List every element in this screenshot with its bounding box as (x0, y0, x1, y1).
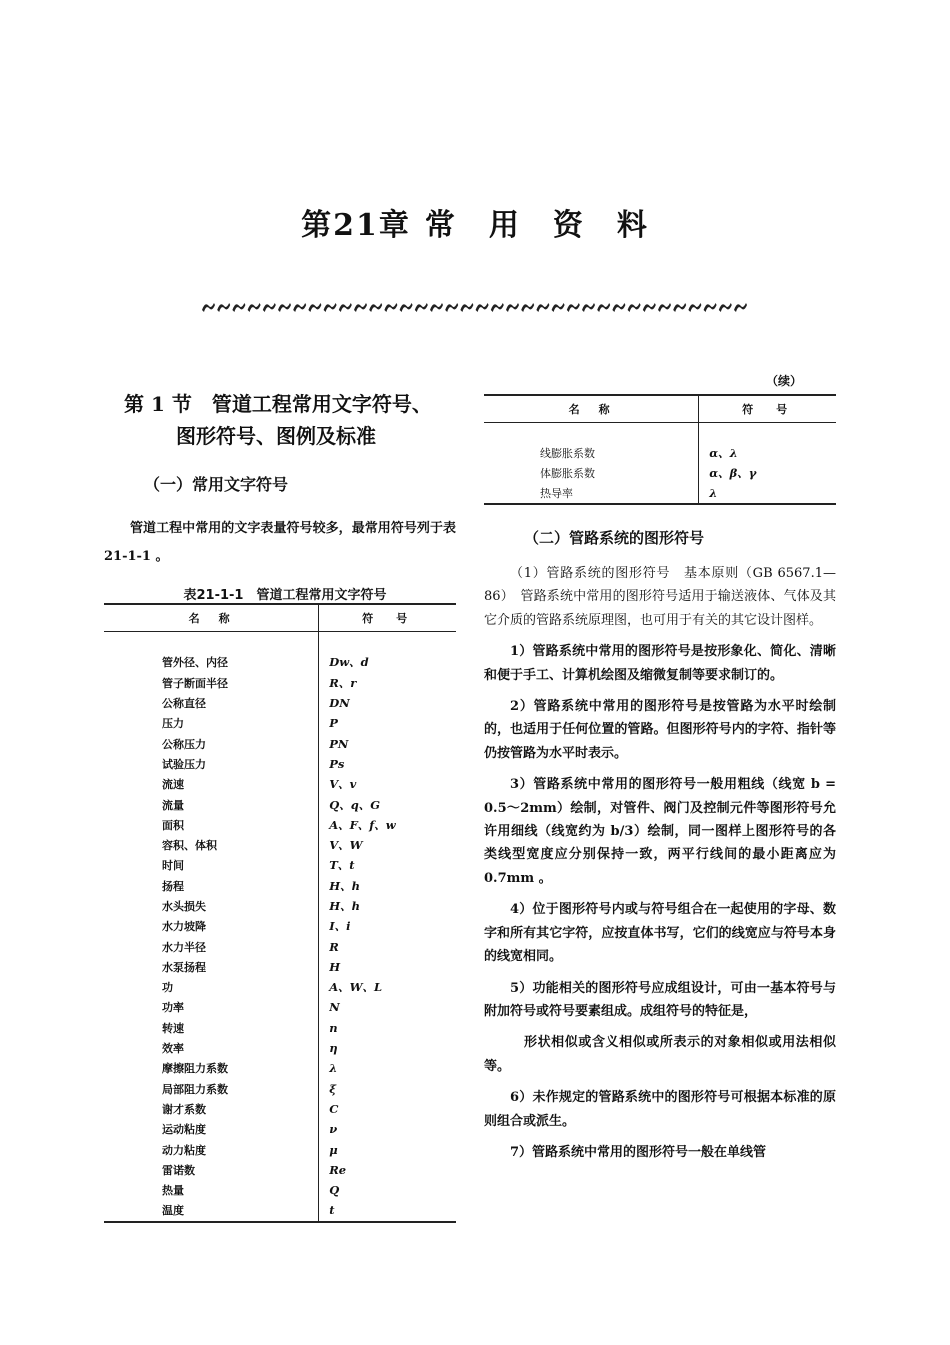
row-symbol: η (319, 1038, 456, 1058)
row-symbol: H、h (319, 876, 456, 896)
table-row (104, 1160, 456, 1180)
row-name: 雷诺数 (162, 1163, 195, 1177)
table-row (104, 733, 456, 753)
table-cont-header-name: 名 称 (568, 403, 614, 416)
row-symbol: t (319, 1200, 456, 1221)
row-name: 效率 (162, 1042, 184, 1056)
row-symbol: α、β、γ (699, 463, 836, 483)
paragraph: 2）管路系统中常用的图形符号是按管路为水平时绘制的，也适用于任何位置的管路。但图形符号内的字符、指针等仍按管路为水平时表示。 (484, 699, 836, 761)
row-name: 容积、体积 (162, 839, 217, 853)
row-symbol: α、λ (699, 443, 836, 463)
continued-label: （续） (765, 374, 802, 388)
table-row (104, 1099, 456, 1119)
row-symbol: λ (319, 1058, 456, 1078)
row-name: 水泵扬程 (162, 960, 206, 974)
symbols-table (104, 603, 456, 1223)
ornament-mark (278, 303, 291, 312)
row-symbol: I、i (319, 916, 456, 936)
ornament-mark (643, 303, 656, 312)
ornament-mark (415, 303, 428, 312)
ornament-mark (354, 303, 367, 312)
table-row (104, 936, 456, 956)
row-name: 公称直径 (162, 697, 206, 711)
row-name: 水力坡降 (162, 920, 206, 934)
row-symbol: ξ (319, 1079, 456, 1099)
table-row (484, 443, 836, 463)
ornament-mark (628, 303, 641, 312)
ornament-mark (688, 303, 701, 312)
row-name: 温度 (162, 1204, 184, 1218)
row-name: 压力 (162, 717, 184, 731)
ornament-mark (460, 303, 473, 312)
table-row (104, 693, 456, 713)
ornament-mark (597, 303, 610, 312)
paragraph: 4）位于图形符号内或与符号组合在一起使用的字母、数字和所有其它字符，应按直体书写，它们的线宽应与符号本身的线宽相同。 (484, 902, 836, 965)
ornament-mark (324, 303, 337, 312)
ornament-mark (734, 303, 747, 312)
table-row (104, 713, 456, 733)
ornament-mark (400, 303, 413, 312)
row-symbol: H、h (319, 896, 456, 916)
ornament-mark (719, 303, 732, 312)
row-name: 功率 (162, 1001, 184, 1015)
table-row (104, 1058, 456, 1078)
intro-paragraph: 管道工程中常用的文字表量符号较多，最常用符号列于表 21-1-1 。 (104, 521, 456, 564)
row-symbol: V、W (319, 835, 456, 855)
table-row (104, 1018, 456, 1038)
table-caption: 表21-1-1 管道工程常用文字符号 (183, 588, 387, 603)
paragraph: 7）管路系统中常用的图形符号一般在单线管 (510, 1144, 767, 1160)
row-name: 时间 (162, 859, 184, 873)
ornament-mark (521, 303, 534, 312)
ornament-mark (658, 303, 671, 312)
row-name: 线膨胀系数 (540, 447, 595, 460)
symbols-table-continued-body (484, 423, 836, 505)
table-header-name: 名 称 (188, 612, 234, 625)
row-symbol: A、W、L (319, 977, 456, 997)
row-symbol: N (319, 997, 456, 1017)
section-title-line1: 第 1 节 管道工程常用文字符号、 (124, 392, 432, 416)
table-row (484, 483, 836, 504)
table-row (104, 855, 456, 875)
body-paragraphs (484, 562, 836, 1164)
row-symbol: DN (319, 693, 456, 713)
ornament-mark (202, 303, 215, 312)
ornament-mark (673, 303, 686, 312)
row-name: 公称压力 (162, 737, 206, 751)
row-name: 水头损失 (162, 900, 206, 913)
right-column (484, 372, 836, 1164)
ornament-mark (369, 303, 382, 312)
row-symbol: μ (319, 1139, 456, 1159)
paragraph: 6）未作规定的管路系统中的图形符号可根据本标准的原则组合或派生。 (484, 1090, 836, 1129)
ornament-mark (445, 303, 458, 312)
row-symbol: λ (699, 483, 836, 504)
row-name: 转速 (162, 1021, 184, 1035)
row-symbol: PN (319, 733, 456, 753)
row-symbol: T、t (319, 855, 456, 875)
row-name: 热导率 (540, 487, 573, 500)
ornament-mark (384, 303, 397, 312)
row-symbol: R、r (319, 673, 456, 693)
table-row (104, 997, 456, 1017)
table-row (104, 673, 456, 693)
table-row (484, 463, 836, 483)
row-name: 动力粘度 (162, 1143, 206, 1157)
row-name: 管子断面半径 (162, 676, 228, 690)
row-symbol: A、F、f、w (319, 815, 456, 835)
table-row (104, 1079, 456, 1099)
table-row (104, 896, 456, 916)
symbols-table-body (104, 632, 456, 1222)
ornament-mark (308, 303, 321, 312)
subsection-heading-2: （二）管路系统的图形符号 (524, 529, 705, 547)
symbols-table-continued (484, 394, 836, 505)
section-title (104, 388, 456, 452)
ornament-mark (536, 303, 549, 312)
table-row (104, 1119, 456, 1139)
row-symbol: Q、q、G (319, 794, 456, 814)
ornament-mark (552, 303, 565, 312)
row-symbol: Q (319, 1180, 456, 1200)
row-symbol: Dw、d (319, 652, 456, 672)
row-symbol: ν (319, 1119, 456, 1139)
row-name: 流速 (162, 778, 184, 792)
ornament-mark (506, 303, 519, 312)
ornament-mark (476, 303, 489, 312)
row-name: 面积 (162, 818, 184, 832)
row-name: 谢才系数 (162, 1102, 206, 1116)
ornament-mark (339, 303, 352, 312)
row-symbol: C (319, 1099, 456, 1119)
row-name: 流量 (162, 798, 184, 812)
ornament-mark (612, 303, 625, 312)
row-symbol: P (319, 713, 456, 733)
table-row (104, 794, 456, 814)
row-symbol: Re (319, 1160, 456, 1180)
row-symbol: H (319, 957, 456, 977)
paragraph: 形状相似或含义相似或所表示的对象相似或用法相似等。 (484, 1035, 836, 1074)
row-name: 局部阻力系数 (162, 1082, 228, 1096)
paragraph: （1）管路系统的图形符号 基本原则（GB 6567.1—86） 管路系统中常用的图形符号适用于输送液体、气体及其它介质的管路系统原理图，也可用于有关的其它设计图样。 (484, 566, 836, 628)
chapter-name: 常 用 资 料 (424, 208, 649, 243)
table-row (104, 876, 456, 896)
table-row (104, 815, 456, 835)
table-row (104, 652, 456, 672)
row-symbol: n (319, 1018, 456, 1038)
table-row (104, 957, 456, 977)
ornament-mark (263, 303, 276, 312)
ornament-mark (704, 303, 717, 312)
row-name: 水力半径 (162, 940, 206, 954)
row-name: 热量 (162, 1184, 184, 1198)
table-row (104, 1180, 456, 1200)
row-symbol: Ps (319, 754, 456, 774)
table-row (104, 977, 456, 997)
row-name: 管外径、内径 (162, 656, 228, 670)
table-row (104, 1200, 456, 1221)
table-row (104, 1139, 456, 1159)
chapter-title (0, 200, 950, 244)
ornament-mark (232, 303, 245, 312)
section-title-line2: 图形符号、图例及标准 (176, 424, 376, 448)
row-name: 扬程 (162, 879, 184, 893)
paragraph: 5）功能相关的图形符号应成组设计，可由一基本符号与附加符号或符号要素组成。成组符号的特征是， (484, 980, 836, 1019)
ornament-mark (582, 303, 595, 312)
row-name: 试验压力 (162, 757, 206, 771)
ornament-mark (217, 303, 230, 312)
subsection-heading-1: （一）常用文字符号 (144, 475, 289, 494)
row-symbol: V、v (319, 774, 456, 794)
table-row (104, 754, 456, 774)
paragraph: 1）管路系统中常用的图形符号是按形象化、简化、清晰和便于手工、计算机绘图及缩微复制等要求制订的。 (484, 644, 836, 683)
table-cont-header-symbol: 符 号 (699, 395, 836, 423)
chapter-number: 第21章 (301, 208, 411, 243)
decorative-divider (198, 298, 748, 316)
ornament-mark (491, 303, 504, 312)
paragraph: 3）管路系统中常用的图形符号一般用粗线（线宽 b = 0.5～2mm）绘制，对管件、阀门及控制元件等图形符号允许用细线（线宽约为 b/3）绘制，同一图样上图形符号的各类线型宽度应分别保持一致，两平行线间的最小距离应为 0.7mm 。 (484, 777, 836, 886)
table-row (104, 774, 456, 794)
row-name: 运动粘度 (162, 1123, 206, 1137)
ornament-mark (248, 303, 261, 312)
table-row (104, 835, 456, 855)
row-name: 体膨胀系数 (540, 467, 595, 480)
left-column (104, 388, 456, 1223)
table-header-symbol: 符 号 (319, 604, 456, 632)
row-symbol: R (319, 936, 456, 956)
ornament-mark (293, 303, 306, 312)
table-row (104, 916, 456, 936)
row-name: 功 (162, 981, 173, 995)
row-name: 摩擦阻力系数 (162, 1062, 228, 1076)
ornament-mark (430, 303, 443, 312)
table-row (104, 1038, 456, 1058)
ornament-mark (567, 303, 580, 312)
